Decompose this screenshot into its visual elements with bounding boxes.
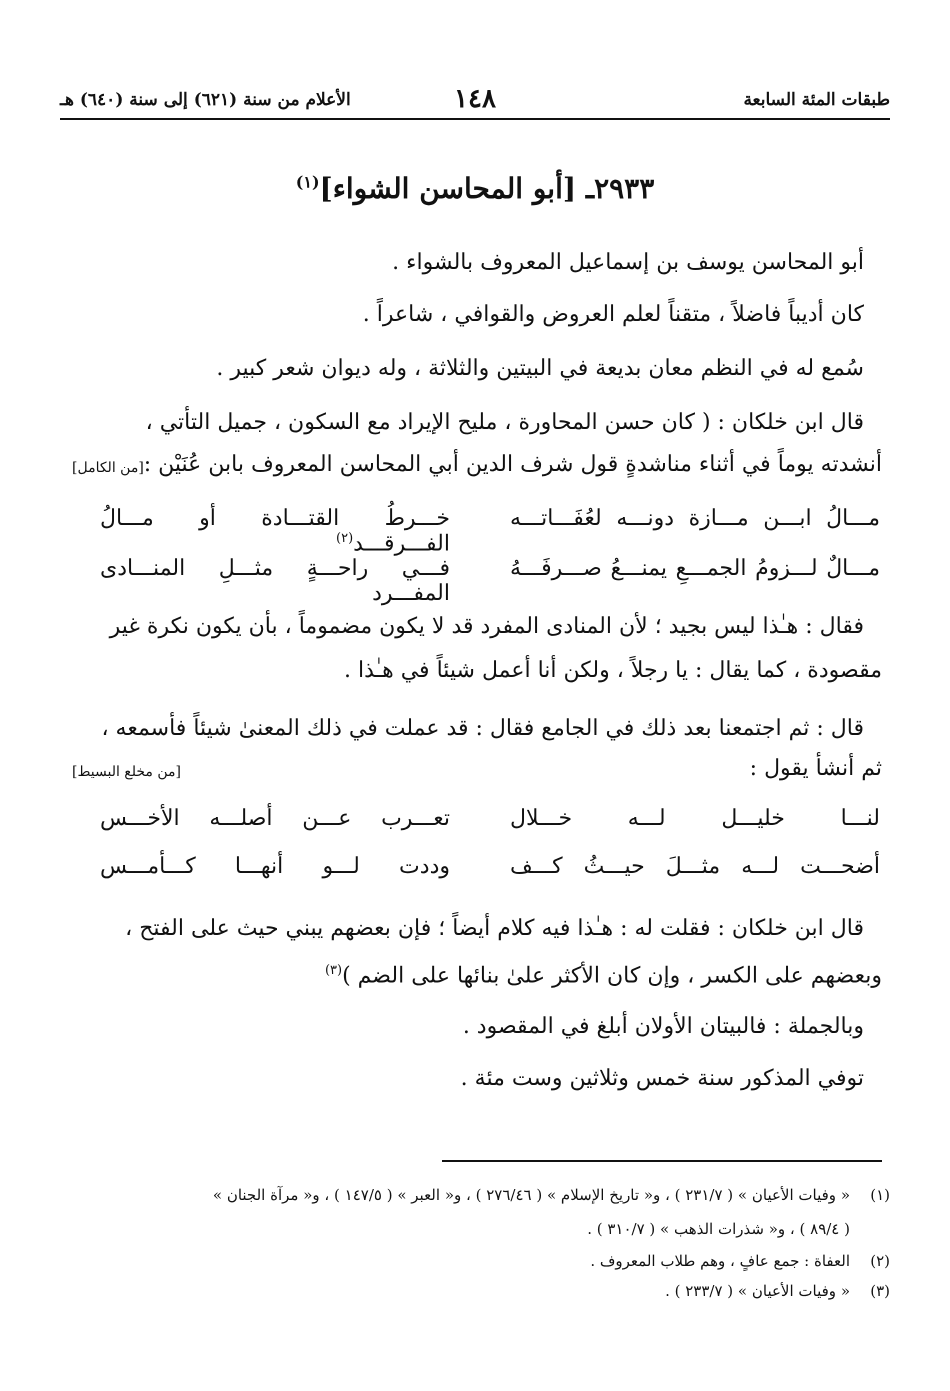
- page-number: ١٤٨: [454, 84, 496, 114]
- footnote-text: « وفيات الأعيان » ( ٢٣١/٧ ) ، و« تاريخ الإسلام » ( ٢٧٦/٤٦ ) ، و« العبر » ( ١٤٧/٥ ) ، و« مرآة الجنان »: [212, 1186, 850, 1204]
- verse-second-hemistich: [100, 506, 450, 556]
- verse-hemistich-text: خـــرطُ القتـــادة أو مـــالُ الفـــرقـــد: [100, 506, 450, 557]
- paragraph-line: ثم أنشأ يقول :: [749, 756, 882, 781]
- footnote-text: العفاة : جمع عافٍ ، وهم طلاب المعروف .: [590, 1252, 850, 1270]
- paragraph-line: مقصودة ، كما يقال : يا رجلاً ، ولكن أنا أعمل شيئاً في هـٰذا .: [344, 658, 882, 683]
- meter-label: [من مخلع البسيط]: [72, 764, 181, 780]
- paragraph-line: قال ابن خلكان : فقلت له : هـٰذا فيه كلام أيضاً ؛ فإن بعضهم يبني حيث على الفتح ،: [125, 916, 864, 941]
- header-rule: [60, 118, 890, 120]
- verse-footnote-ref: (٢): [336, 531, 354, 546]
- footnote-text: ( ٨٩/٤ ) ، و« شذرات الذهب » ( ٣١٠/٧ ) .: [587, 1220, 850, 1238]
- paragraph-line: أنشدته يوماً في أثناء مناشدةٍ قول شرف الدين أبي المحاسن المعروف بابن عُنَيْن :: [143, 452, 882, 477]
- entry-title-footnote-ref: (١): [295, 172, 320, 192]
- meter-label: [من الكامل]: [72, 460, 144, 476]
- verse-line: [70, 854, 880, 888]
- verse-second-hemistich: فـــي راحـــةٍ مثـــلِ المنـــادى المفـــرد: [100, 556, 450, 606]
- running-header: [60, 84, 890, 118]
- paragraph-line: [70, 956, 882, 991]
- footnote: [70, 1250, 890, 1272]
- entry-title-text: ٢٩٣٣ـ [أبو المحاسن الشواء]: [319, 172, 655, 205]
- header-section-title: طبقات المئة السابعة: [743, 90, 890, 110]
- verse-first-hemistich: لنـــا خليـــل لـــه خـــلال: [510, 806, 880, 831]
- footnote: [70, 1280, 890, 1302]
- footnote-number: (٣): [870, 1282, 890, 1300]
- verse-second-hemistich: وددت لـــو أنهـــا كـــأمـــس: [100, 854, 450, 879]
- verse-first-hemistich: أضحـــت لـــه مثـــلَ حيـــثُ كـــف: [510, 854, 880, 879]
- paragraph-line: وبالجملة : فالبيتان الأولان أبلغ في المقصود .: [462, 1014, 864, 1039]
- footnote-text: « وفيات الأعيان » ( ٢٣٣/٧ ) .: [665, 1282, 850, 1300]
- paragraph-line: سُمع له في النظم معان بديعة في البيتين والثلاثة ، وله ديوان شعر كبير .: [216, 356, 864, 381]
- verse-second-hemistich: تعـــرب عـــن أصلـــه الأخـــس: [100, 806, 450, 831]
- paragraph-line: قال : ثم اجتمعنا بعد ذلك في الجامع فقال : قد عملت في ذلك المعنىٰ شيئاً فأسمعه ،: [101, 716, 864, 741]
- paragraph-line: قال ابن خلكان : ( كان حسن المحاورة ، مليح الإيراد مع السكون ، جميل التأتي ،: [145, 410, 864, 435]
- paragraph-text: وبعضهم على الكسر ، وإن كان الأكثر علىٰ بنائها على الضم ): [342, 963, 882, 989]
- verse-line: [70, 806, 880, 840]
- footnote-number: (١): [870, 1186, 890, 1204]
- verse-line: [70, 556, 880, 606]
- verse-line: [70, 506, 880, 557]
- paragraph-line: توفي المذكور سنة خمس وثلاثين وست مئة .: [460, 1066, 864, 1091]
- paragraph-line: فقال : هـٰذا ليس بجيد ؛ لأن المنادى المفرد قد لا يكون مضموماً ، بأن يكون نكرة غير: [109, 614, 864, 639]
- header-volume-title: الأعلام من سنة (٦٢١) إلى سنة (٦٤٠) هـ: [60, 90, 351, 110]
- footnote-continuation: [70, 1218, 890, 1240]
- entry-title: [60, 172, 890, 205]
- paragraph-line: كان أديباً فاضلاً ، متقناً لعلم العروض والقوافي ، شاعراً .: [362, 302, 864, 327]
- footnote-rule: [442, 1160, 882, 1162]
- footnote: [70, 1184, 890, 1206]
- paragraph-line: أبو المحاسن يوسف بن إسماعيل المعروف بالشواء .: [392, 250, 864, 275]
- verse-first-hemistich: مـــالٌ لـــزومُ الجمـــعِ يمنـــعُ صـــرفَـــهُ: [510, 556, 880, 581]
- footnote-ref: (٣): [324, 963, 343, 978]
- footnote-number: (٢): [870, 1252, 890, 1270]
- verse-first-hemistich: مـــالُ ابـــن مـــازة دونـــه لعُفَـــاتـــه: [510, 506, 880, 531]
